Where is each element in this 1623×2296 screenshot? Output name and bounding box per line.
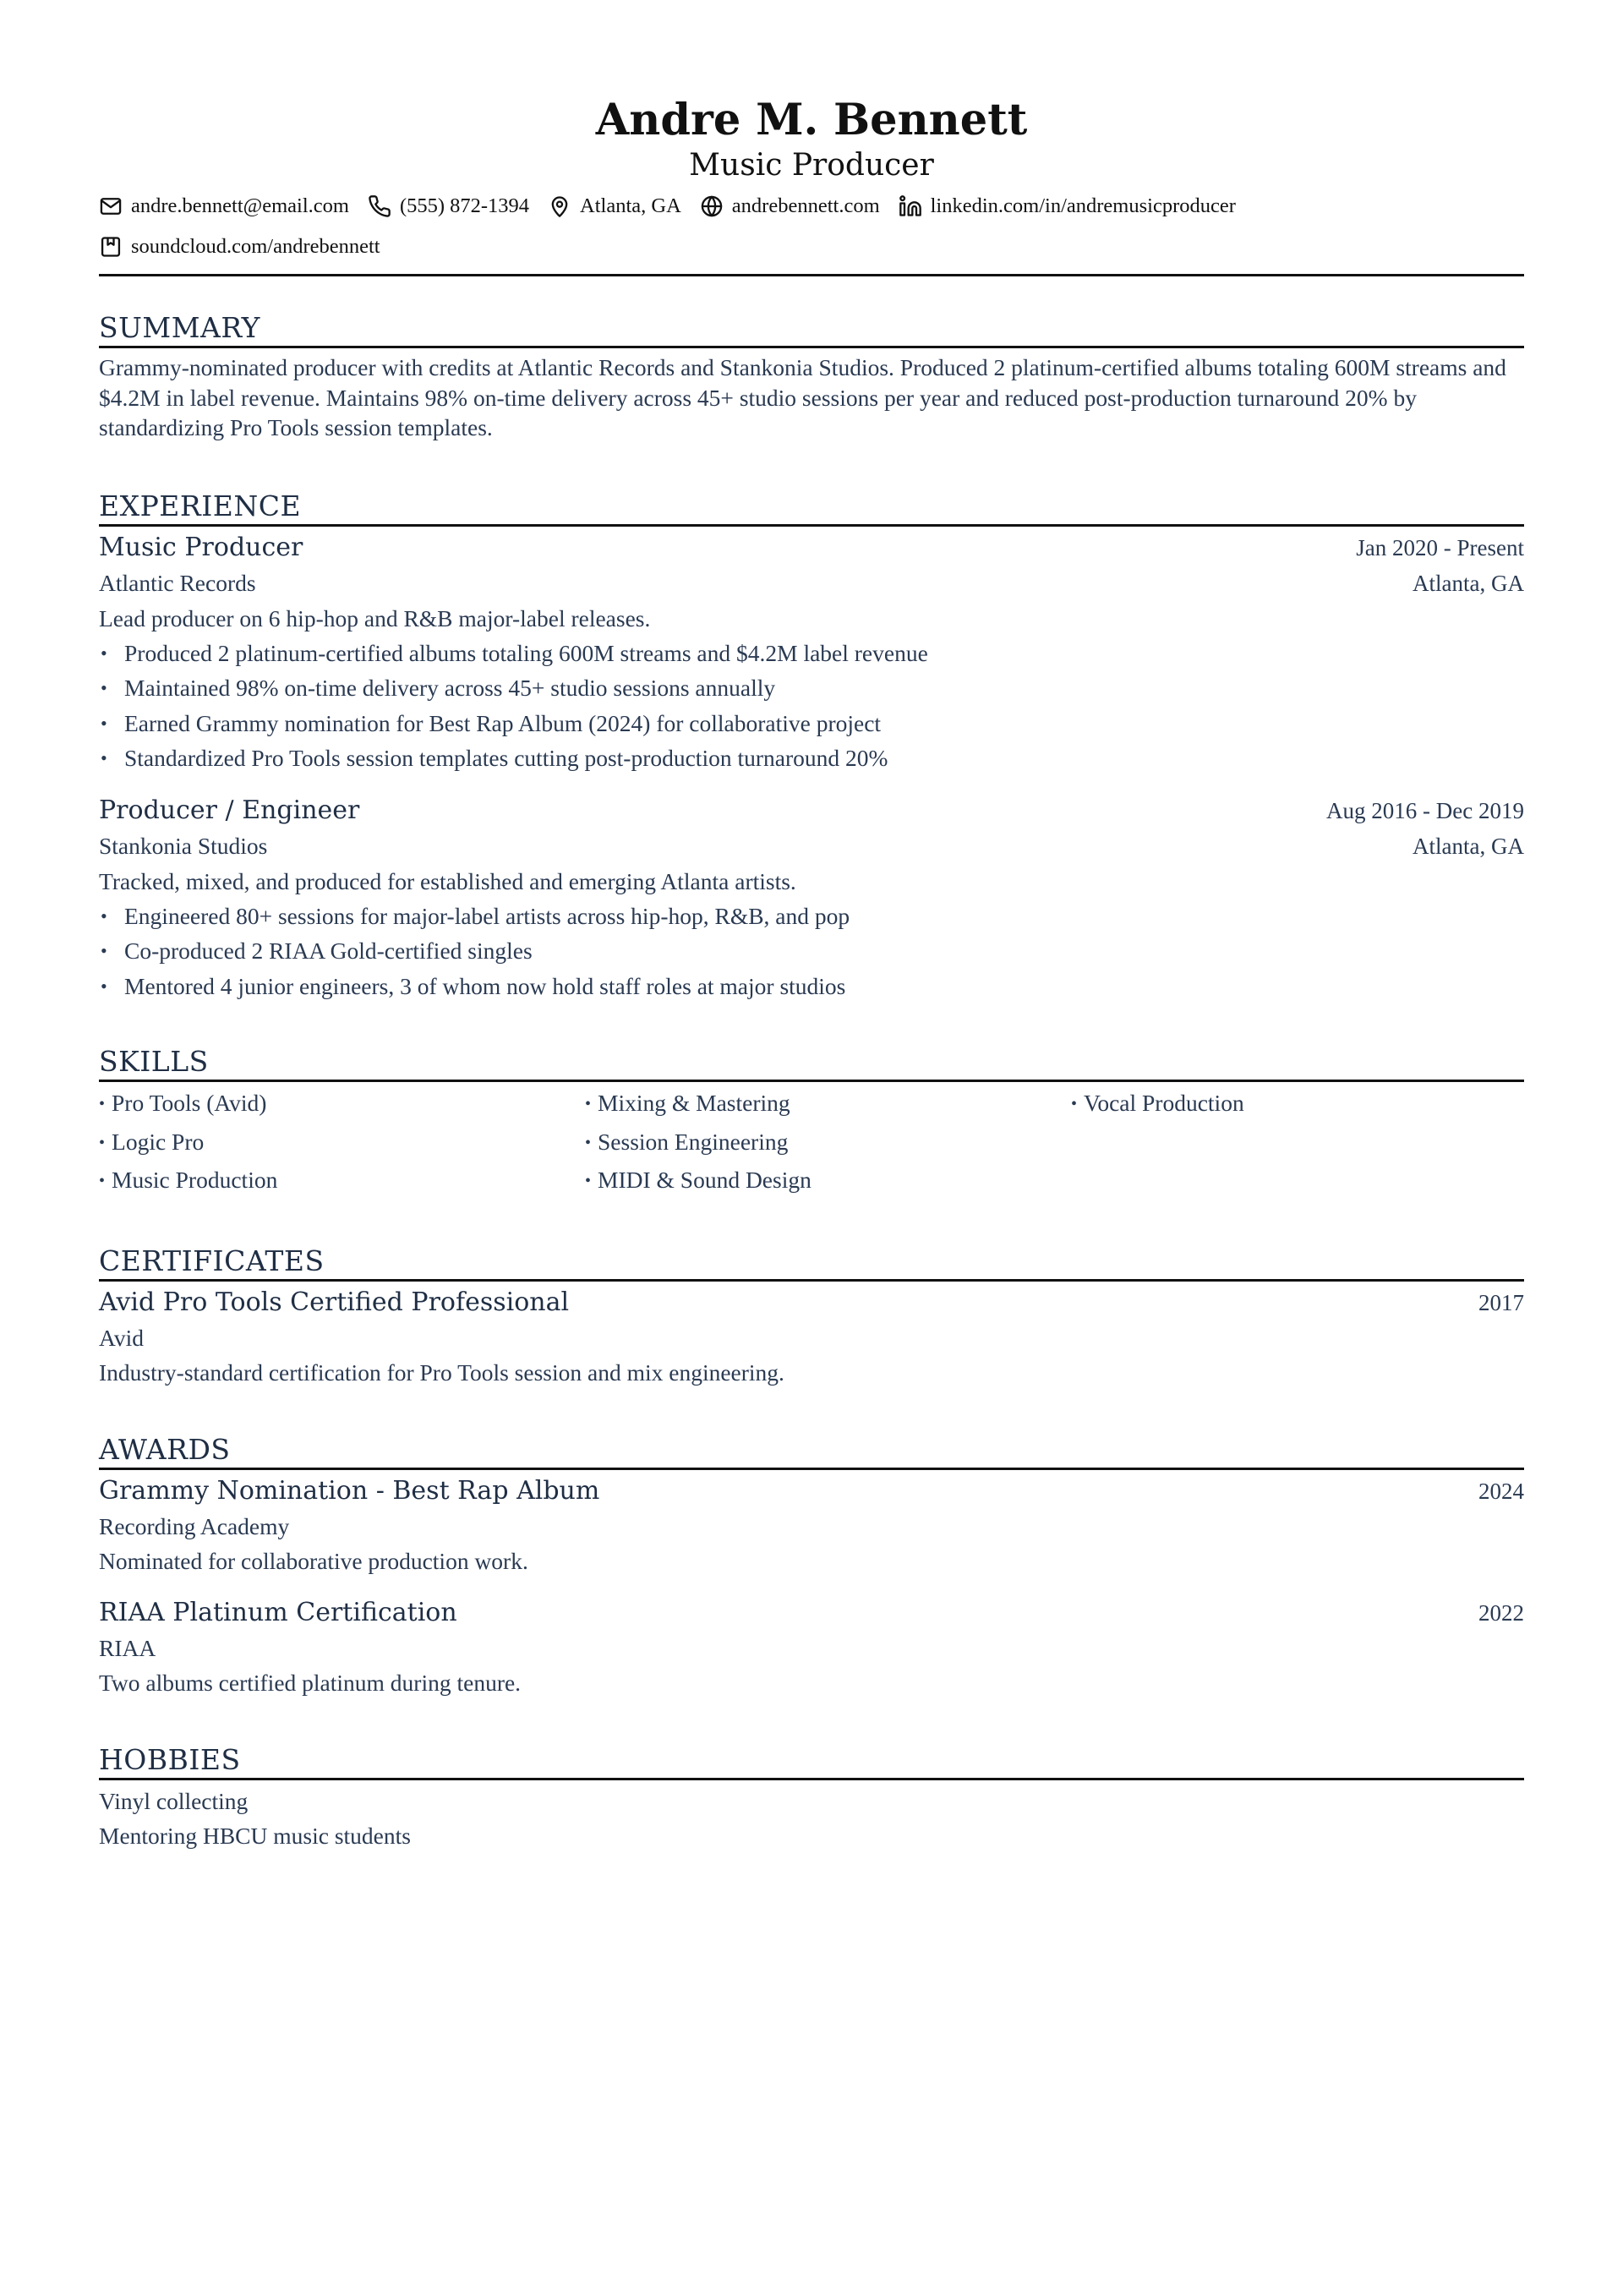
certificate-description: Industry-standard certification for Pro Tools session and mix engineering. xyxy=(99,1358,784,1386)
award-issuer: RIAA xyxy=(99,1634,156,1661)
header-divider xyxy=(99,274,1524,276)
contact-email[interactable] xyxy=(99,186,349,227)
summary-text: Grammy-nominated producer with credits at Atlantic Records and Stankonia Studios. Produced 2 platinum-certified albums totaling 600M streams and $4.2M in label revenue. Maintains 98% on-time delivery across 45+ studio sessions per year and reduced post-production turnaround 20% by standardizing Pro Tools session templates. xyxy=(99,354,1506,440)
award-year: 2022 xyxy=(1478,1599,1524,1626)
job-achievements xyxy=(99,636,1524,776)
hobby-item: Vinyl collecting xyxy=(99,1787,249,1814)
contact-location xyxy=(548,186,681,227)
job-title: Music Producer xyxy=(99,532,303,562)
certificate-name: Avid Pro Tools Certified Professional xyxy=(99,1287,570,1317)
certificate-issuer: Avid xyxy=(99,1324,144,1351)
job-description: Lead producer on 6 hip-hop and R&B major-label releases. xyxy=(99,604,651,631)
contact-email-text: andre.bennett@email.com xyxy=(131,194,349,217)
summary-heading: SUMMARY xyxy=(99,310,1524,348)
certificate-entry xyxy=(99,1285,1524,1390)
hobbies-heading: HOBBIES xyxy=(99,1742,1524,1780)
skill-item: • Music Production xyxy=(99,1167,278,1193)
skill-item: • Mixing & Mastering xyxy=(585,1090,790,1116)
job-location: Atlanta, GA xyxy=(1413,833,1524,859)
resume-header xyxy=(99,93,1524,276)
certificates-section xyxy=(99,1244,1524,1390)
contact-soundcloud-text: soundcloud.com/andrebennett xyxy=(131,235,380,258)
job-company: Stankonia Studios xyxy=(99,832,268,859)
achievement-item: • Mentored 4 junior engineers, 3 of whom now hold staff roles at major studios xyxy=(99,969,1524,1004)
phone-icon xyxy=(368,194,391,218)
skill-item: • Vocal Production xyxy=(1071,1090,1244,1116)
mail-icon xyxy=(99,194,123,218)
skill-item: • Session Engineering xyxy=(585,1128,789,1155)
contact-website-text: andrebennett.com xyxy=(731,194,880,217)
experience-heading: EXPERIENCE xyxy=(99,489,1524,527)
hobby-item: Mentoring HBCU music students xyxy=(99,1823,411,1849)
hobbies-section xyxy=(99,1742,1524,1854)
job-title: Producer / Engineer xyxy=(99,795,360,825)
achievement-item: • Engineered 80+ sessions for major-label artists across hip-hop, R&B, and pop xyxy=(99,899,1524,934)
certificates-heading: CERTIFICATES xyxy=(99,1244,1524,1282)
skill-empty-cell xyxy=(1071,1124,1524,1163)
contact-soundcloud[interactable] xyxy=(99,227,380,267)
skill-item: • MIDI & Sound Design xyxy=(585,1167,812,1193)
skill-item: • Pro Tools (Avid) xyxy=(99,1090,267,1116)
resume-page xyxy=(99,93,1524,1854)
linkedin-icon xyxy=(899,194,922,218)
achievement-item: • Standardized Pro Tools session templates cutting post-production turnaround 20% xyxy=(99,741,1524,776)
skill-item: • Logic Pro xyxy=(99,1128,205,1155)
summary-section xyxy=(99,310,1524,443)
contact-website[interactable] xyxy=(700,186,880,227)
job-achievements xyxy=(99,899,1524,1004)
contact-linkedin[interactable] xyxy=(899,186,1236,227)
award-description: Nominated for collaborative production work. xyxy=(99,1547,528,1574)
award-entry xyxy=(99,1595,1524,1700)
certificate-year: 2017 xyxy=(1478,1289,1524,1315)
skills-section xyxy=(99,1044,1524,1201)
job-location: Atlanta, GA xyxy=(1413,570,1524,596)
contact-phone[interactable] xyxy=(368,186,529,227)
achievement-item: • Earned Grammy nomination for Best Rap Album (2024) for collaborative project xyxy=(99,706,1524,741)
candidate-name: Andre M. Bennett xyxy=(595,95,1028,145)
job-dates: Jan 2020 - Present xyxy=(1356,534,1524,560)
skills-grid xyxy=(99,1085,1524,1201)
contact-phone-text: (555) 872-1394 xyxy=(399,194,530,217)
skill-empty-cell xyxy=(1071,1162,1524,1201)
achievement-item: • Maintained 98% on-time delivery across 45+ studio sessions annually xyxy=(99,670,1524,706)
award-name: RIAA Platinum Certification xyxy=(99,1597,457,1627)
contact-linkedin-text: linkedin.com/in/andremusicproducer xyxy=(930,194,1236,217)
award-name: Grammy Nomination - Best Rap Album xyxy=(99,1475,600,1506)
experience-section xyxy=(99,489,1524,1004)
awards-section xyxy=(99,1432,1524,1700)
job-dates: Aug 2016 - Dec 2019 xyxy=(1326,797,1524,823)
experience-entry xyxy=(99,530,1524,776)
achievement-item: • Co-produced 2 RIAA Gold-certified singles xyxy=(99,933,1524,969)
experience-entry xyxy=(99,793,1524,1004)
award-description: Two albums certified platinum during tenure. xyxy=(99,1669,522,1696)
globe-icon xyxy=(700,194,724,218)
achievement-item: • Produced 2 platinum-certified albums totaling 600M streams and $4.2M label revenue xyxy=(99,636,1524,671)
award-entry xyxy=(99,1473,1524,1578)
skills-heading: SKILLS xyxy=(99,1044,1524,1082)
candidate-role: Music Producer xyxy=(689,148,934,183)
awards-heading: AWARDS xyxy=(99,1432,1524,1470)
bookmark-icon xyxy=(99,235,123,259)
job-company: Atlantic Records xyxy=(99,569,256,596)
contact-location-text: Atlanta, GA xyxy=(580,194,681,217)
award-year: 2024 xyxy=(1478,1478,1524,1504)
award-issuer: Recording Academy xyxy=(99,1512,290,1539)
job-description: Tracked, mixed, and produced for established and emerging Atlanta artists. xyxy=(99,867,796,894)
location-pin-icon xyxy=(548,194,571,218)
contact-list xyxy=(99,186,1524,267)
